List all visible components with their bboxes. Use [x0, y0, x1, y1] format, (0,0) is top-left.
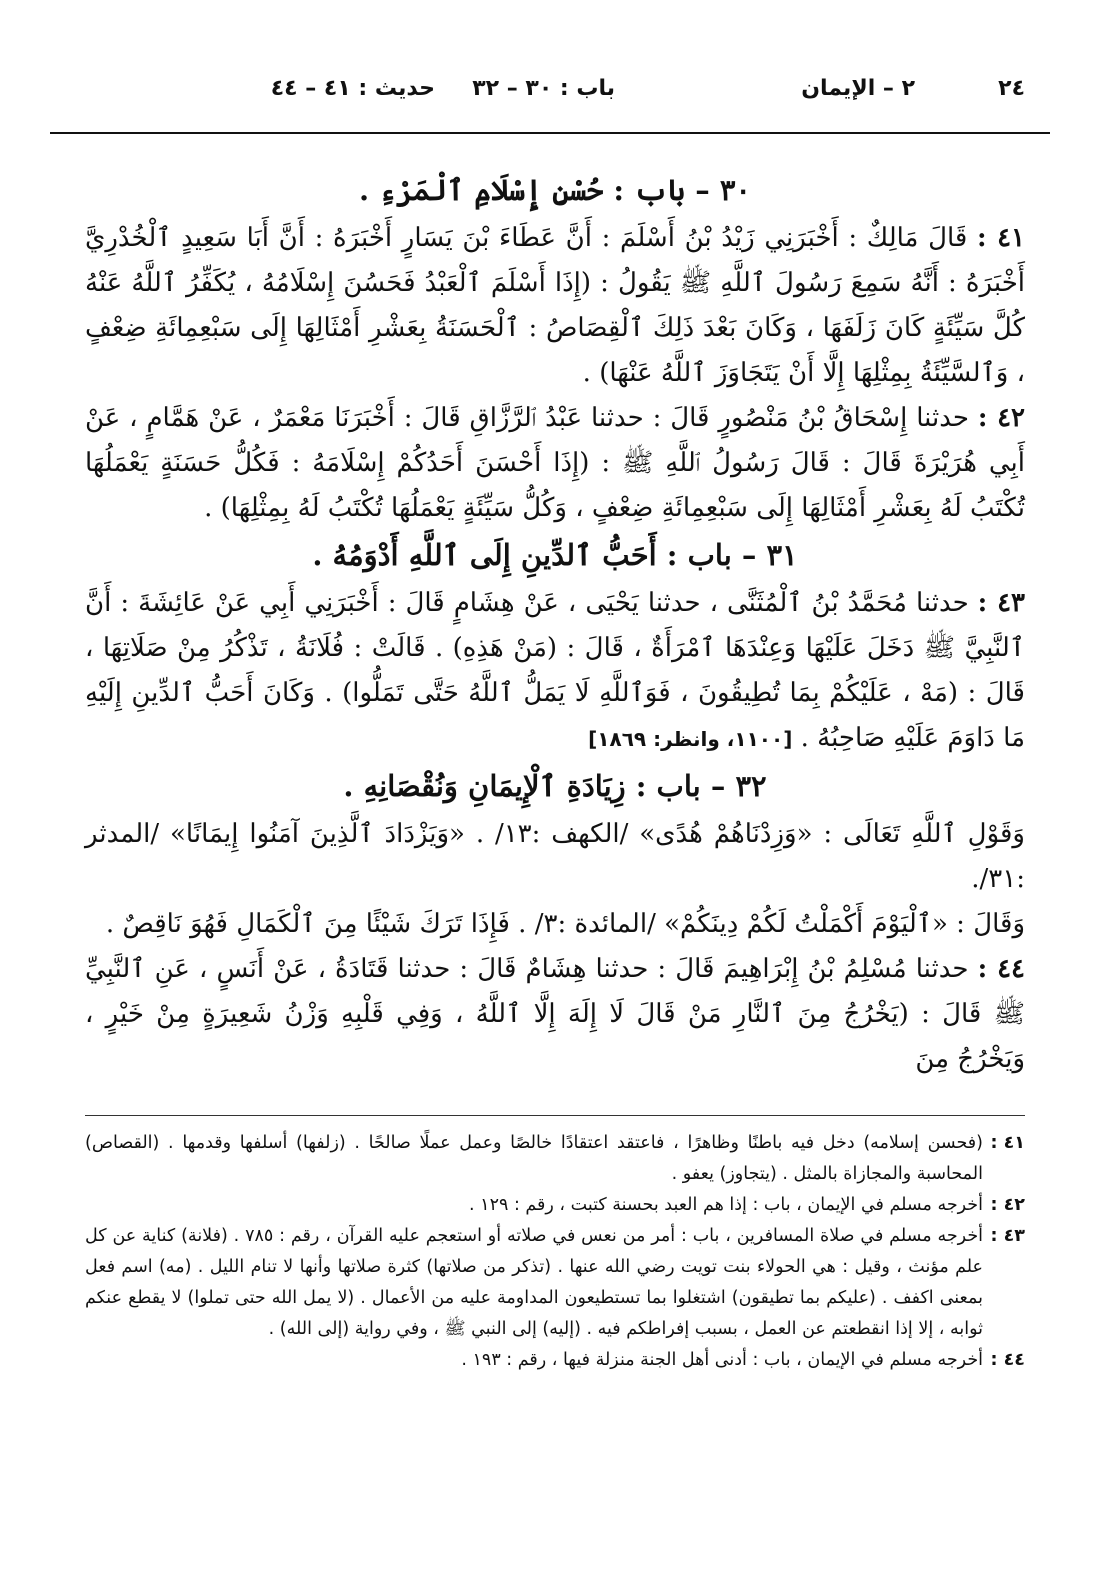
footnote-number: ٤٢ :	[990, 1195, 1025, 1215]
footnote-number: ٤٣ :	[990, 1226, 1025, 1246]
cross-reference: [١١٠٠، وانظر: ١٨٦٩]	[588, 727, 793, 751]
footnote-text: أخرجه مسلم في الإيمان ، باب : أدنى أهل الجنة منزلة فيها ، رقم : ١٩٣ .	[461, 1350, 983, 1370]
footnote-text: أخرجه مسلم في صلاة المسافرين ، باب : أمر من نعس في صلاته أو استعجم عليه القرآن ، رقم : ٧٨٥ . (فلانة) كناية عن كل علم مؤنث ، وقيل : هي الحولاء بنت تويت رضي الله عنها . (تذكر من صلاتها) كثرة صلاتها وأنها لا تنام الليل . (مه) اسم فعل بمعنى اكفف . (عليكم بما تطيقون) اشتغلوا بما تستطيعون المداومة عليه من الأعمال . (لا يمل الله حتى تملوا) لا يقطع عنكم ثوابه ، إلا إذا انقطعتم عن العمل ، بسبب إفراطكم فيه . (إليه) إلى النبي ﷺ ، وفي رواية (إلى الله) .	[85, 1226, 983, 1339]
chapter-title-32: ٣٢ – باب : زِيَادَةِ ٱلْإِيمَانِ وَنُقْصَانِهِ .	[343, 769, 767, 803]
footnote-41	[85, 1128, 1025, 1190]
hadith-number: ٤٤ :	[977, 954, 1026, 984]
footnote-number: ٤٤ :	[990, 1350, 1025, 1370]
hadith-number: ٤١ :	[977, 223, 1026, 253]
hadith-text: حدثنا مُحَمَّدُ بْنُ ٱلْمُثَنَّى ، حدثنا يَحْيَى ، عَنْ هِشَامٍ قَالَ : أَخْبَرَنِي أَبِي عَنْ عَائِشَةَ : أَنَّ ٱلنَّبِيَّ ﷺ دَخَلَ عَلَيْهَا وَعِنْدَهَا ٱمْرَأَةٌ ، قَالَ : (مَنْ هَذِهِ) . قَالَتْ : فُلَانَةُ ، تَذْكُرُ مِنْ صَلَاتِهَا ، قَالَ : (مَهْ ، عَلَيْكُمْ بِمَا تُطِيقُونَ ، فَوَٱللَّهِ لَا يَمَلُّ ٱللَّهُ حَتَّى تَمَلُّوا) . وَكَانَ أَحَبُّ ٱلدِّينِ إِلَيْهِ مَا دَاوَمَ عَلَيْهِ صَاحِبُهُ .	[85, 588, 1025, 753]
quran-citation-1: وَقَوْلِ ٱللَّهِ تَعَالَى : «وَزِدْنَاهُمْ هُدًى» /الكهف :١٣/ . «وَيَزْدَادَ ٱلَّذِينَ آمَنُوا إِيمَانًا» /المدثر :٣١/.	[85, 819, 1025, 894]
hadith-text: قَالَ مَالِكٌ : أَخْبَرَنِي زَيْدُ بْنُ أَسْلَمَ : أَنَّ عَطَاءَ بْنَ يَسَارٍ أَخْبَرَهُ : أَنَّ أَبَا سَعِيدٍ ٱلْخُدْرِيَّ أَخْبَرَهُ : أَنَّهُ سَمِعَ رَسُولَ ٱللَّهِ ﷺ يَقُولُ : (إِذَا أَسْلَمَ ٱلْعَبْدُ فَحَسُنَ إِسْلَامُهُ ، يُكَفِّرُ ٱللَّهُ عَنْهُ كُلَّ سَيِّئَةٍ كَانَ زَلَفَهَا ، وَكَانَ بَعْدَ ذَلِكَ ٱلْقِصَاصُ : ٱلْحَسَنَةُ بِعَشْرِ أَمْثَالِهَا إِلَى سَبْعِمِائَةِ ضِعْفٍ ، وَٱلسَّيِّئَةُ بِمِثْلِهَا إِلَّا أَنْ يَتَجَاوَزَ ٱللَّهُ عَنْهَا) .	[85, 223, 1026, 388]
hadith-41	[85, 216, 1025, 396]
header-divider	[50, 132, 1050, 134]
hadith-range: حديث : ٤١ – ٤٤	[270, 76, 435, 101]
chapter-title-31: ٣١ – باب : أَحَبُّ ٱلدِّينِ إِلَى ٱللَّهِ أَدْوَمُهُ .	[312, 538, 798, 572]
footnote-43	[85, 1221, 1025, 1345]
hadith-number: ٤٢ :	[977, 403, 1026, 433]
footnote-number: ٤١ :	[990, 1133, 1025, 1153]
hadith-44	[85, 947, 1025, 1082]
book-title: ٢ – الإيمان	[801, 76, 915, 101]
hadith-number: ٤٣ :	[977, 588, 1025, 618]
book-page	[85, 70, 1025, 1550]
quran-citation-2: وَقَالَ : «ٱلْيَوْمَ أَكْمَلْتُ لَكُمْ دِينَكُمْ» /المائدة :٣/ . فَإِذَا تَرَكَ شَيْئًا مِنَ ٱلْكَمَالِ فَهُوَ نَاقِصٌ .	[105, 909, 1025, 939]
hadith-text: حدثنا مُسْلِمُ بْنُ إِبْرَاهِيمَ قَالَ : حدثنا هِشَامٌ قَالَ : حدثنا قَتَادَةُ ، عَنْ أَنَسٍ ، عَنِ ٱلنَّبِيِّ ﷺ قَالَ : (يَخْرُجُ مِنَ ٱلنَّارِ مَنْ قَالَ لَا إِلَهَ إِلَّا ٱللَّهُ ، وَفِي قَلْبِهِ وَزْنُ شَعِيرَةٍ مِنْ خَيْرٍ ، وَيَخْرُجُ مِنَ	[85, 954, 1025, 1074]
hadith-43	[85, 581, 1025, 762]
footnote-44	[85, 1345, 1025, 1376]
running-header	[85, 70, 1025, 110]
chapter-range: باب : ٣٠ – ٣٢	[472, 76, 615, 101]
footnote-divider	[85, 1115, 1025, 1116]
main-text	[85, 166, 1025, 1082]
footnotes	[85, 1128, 1025, 1376]
footnote-text: أخرجه مسلم في الإيمان ، باب : إذا هم العبد بحسنة كتبت ، رقم : ١٢٩ .	[469, 1195, 983, 1215]
hadith-text: حدثنا إِسْحَاقُ بْنُ مَنْصُورٍ قَالَ : حدثنا عَبْدُ ٱلرَّزَّاقِ قَالَ : أَخْبَرَنَا مَعْمَرٌ ، عَنْ هَمَّامٍ ، عَنْ أَبِي هُرَيْرَةَ قَالَ : قَالَ رَسُولُ ٱللَّهِ ﷺ : (إِذَا أَحْسَنَ أَحَدُكُمْ إِسْلَامَهُ : فَكُلُّ حَسَنَةٍ يَعْمَلُهَا تُكْتَبُ لَهُ بِعَشْرِ أَمْثَالِهَا إِلَى سَبْعِمِائَةِ ضِعْفٍ ، وَكُلُّ سَيِّئَةٍ يَعْمَلُهَا تُكْتَبُ لَهُ بِمِثْلِهَا) .	[85, 403, 1025, 523]
footnote-42	[85, 1190, 1025, 1221]
hadith-42	[85, 396, 1025, 531]
chapter-title-30: ٣٠ – باب : حُسْنِ إِسْلَامِ ٱلْمَرْءِ .	[358, 173, 751, 207]
footnote-text: (فحسن إسلامه) دخل فيه باطنًا وظاهرًا ، فاعتقد اعتقادًا خالصًا وعمل عملًا صالحًا . (زلفها) أسلفها وقدمها . (القصاص) المحاسبة والمجازاة بالمثل . (يتجاوز) يعفو .	[85, 1133, 983, 1184]
page-number: ٢٤	[998, 76, 1025, 101]
